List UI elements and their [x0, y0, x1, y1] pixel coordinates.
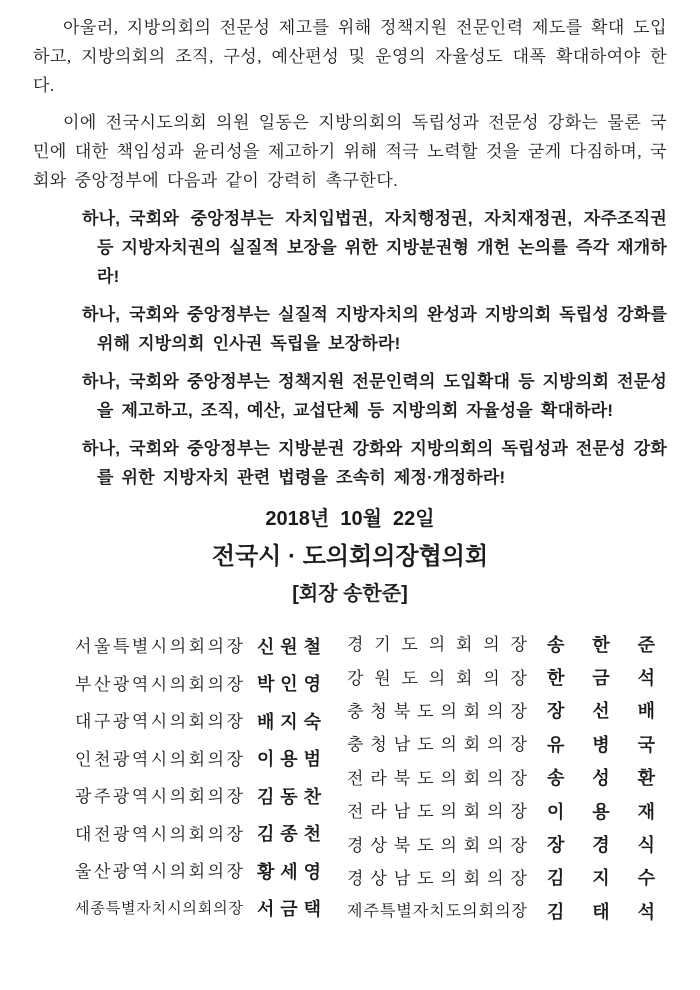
- demand-item: [33, 204, 667, 291]
- signatory-title: 충 청 북 도 의 회 의 장: [347, 701, 527, 721]
- signature-column-provincial: [347, 628, 655, 929]
- organization-title: 전국시 · 도의회의장협의회: [211, 543, 489, 570]
- signature-row: [75, 741, 321, 779]
- signature-row: [347, 728, 655, 761]
- signatory-title: 전 라 남 도 의 회 의 장: [347, 802, 527, 822]
- signature-row: [75, 628, 321, 666]
- signature-row: [75, 778, 321, 816]
- chairman-line: [회장 송한준]: [292, 583, 408, 605]
- signatory-name: 유 병 국: [547, 734, 655, 755]
- demand-label: 하나,: [82, 209, 121, 228]
- signature-row: [75, 891, 321, 929]
- signature-row: [75, 666, 321, 704]
- signature-row: [75, 703, 321, 741]
- signatory-name: 이 용 재: [547, 801, 655, 822]
- signatory-title: 대 구 광 역 시 의 회 의 장: [75, 712, 243, 732]
- signatory-name: 장 선 배: [547, 701, 655, 722]
- paragraph-professionalism: 아울러, 지방의회의 전문성 제고를 위해 정책지원 전문인력 제도를 확대 도입하고, 지방의회의 조직, 구성, 예산편성 및 운영의 자율성도 대폭 확대하여야 한다.: [33, 18, 667, 95]
- signatory-name: 이 용 범: [257, 749, 321, 770]
- demand-text: 국회와 중앙정부는 자치입법권, 자치행정권, 자치재정권, 자주조직권 등 지방자치권의 실질적 보장을 위한 지방분권형 개헌 논의를 즉각 재개하라!: [97, 209, 667, 286]
- signatory-title: 울 산 광 역 시 의 회 의 장: [75, 862, 243, 882]
- signatory-name: 배 지 숙: [257, 711, 321, 732]
- demand-item: [33, 367, 667, 425]
- demand-label: 하나,: [82, 305, 121, 324]
- signatory-name: 김 동 찬: [257, 786, 321, 807]
- date-line: 2018년 10월 22일: [265, 508, 435, 530]
- signatory-title: 경 상 남 도 의 회 의 장: [347, 868, 527, 888]
- signatory-name: 김 지 수: [547, 868, 655, 889]
- signature-row: [347, 628, 655, 661]
- demand-item: [33, 434, 667, 492]
- paragraph-resolution: 이에 전국시도의회 의원 일동은 지방의회의 독립성과 전문성 강화는 물론 국민에 대한 책임성과 윤리성을 제고하기 위해 적극 노력할 것을 굳게 다짐하며, 국회와 중앙정부에 다음과 같이 강력히 촉구한다.: [33, 113, 667, 190]
- signatory-title: 제 주 특 별 자 치 도 의 회 의 장: [347, 902, 527, 920]
- demand-text: 국회와 중앙정부는 정책지원 전문인력의 도입확대 등 지방의회 전문성을 제고하고, 조직, 예산, 교섭단체 등 지방의회 자율성을 확대하라!: [97, 372, 667, 420]
- signatory-name: 박 인 영: [257, 674, 321, 695]
- signatory-name: 서 금 택: [257, 899, 321, 920]
- demand-text: 국회와 중앙정부는 지방분권 강화와 지방의회의 독립성과 전문성 강화를 위한 지방자치 관련 법령을 조속히 제정·개정하라!: [97, 439, 667, 487]
- demand-label: 하나,: [82, 439, 121, 458]
- signature-row: [347, 828, 655, 861]
- signature-columns: [33, 628, 667, 929]
- signatory-title: 세 종 특 별 자 치 시 의 회 의 장: [75, 900, 243, 917]
- signatory-name: 송 한 준: [547, 634, 655, 655]
- signatory-title: 광 주 광 역 시 의 회 의 장: [75, 787, 243, 807]
- signature-row: [347, 795, 655, 828]
- signatory-name: 장 경 식: [547, 835, 655, 856]
- signatory-name: 송 성 환: [547, 768, 655, 789]
- signature-column-metropolitan: [75, 628, 321, 929]
- signatory-name: 황 세 영: [257, 861, 321, 882]
- signatory-title: 인 천 광 역 시 의 회 의 장: [75, 749, 243, 769]
- signatory-title: 서 울 특 별 시 의 회 의 장: [75, 637, 243, 657]
- signatory-title: 경 기 도 의 회 의 장: [347, 635, 527, 655]
- signatory-title: 부 산 광 역 시 의 회 의 장: [75, 674, 243, 694]
- demand-list: [33, 204, 667, 492]
- signature-row: [347, 762, 655, 795]
- demand-item: [33, 300, 667, 358]
- signature-row: [347, 895, 655, 928]
- demand-label: 하나,: [82, 372, 121, 391]
- signatory-title: 충 청 남 도 의 회 의 장: [347, 735, 527, 755]
- signature-row: [75, 853, 321, 891]
- signatory-title: 대 전 광 역 시 의 회 의 장: [75, 824, 243, 844]
- signature-row: [347, 695, 655, 728]
- signature-row: [347, 661, 655, 694]
- signature-row: [347, 862, 655, 895]
- signatory-title: 경 상 북 도 의 회 의 장: [347, 835, 527, 855]
- signatory-name: 김 종 천: [257, 824, 321, 845]
- signatory-title: 강 원 도 의 회 의 장: [347, 668, 527, 688]
- demand-text: 국회와 중앙정부는 실질적 지방자치의 완성과 지방의회 독립성 강화를 위해 지방의회 인사권 독립을 보장하라!: [97, 305, 667, 353]
- signatory-name: 한 금 석: [547, 668, 655, 689]
- signatory-title: 전 라 북 도 의 회 의 장: [347, 768, 527, 788]
- signature-row: [75, 816, 321, 854]
- signatory-name: 신 원 철: [257, 636, 321, 657]
- signatory-name: 김 태 석: [547, 901, 655, 922]
